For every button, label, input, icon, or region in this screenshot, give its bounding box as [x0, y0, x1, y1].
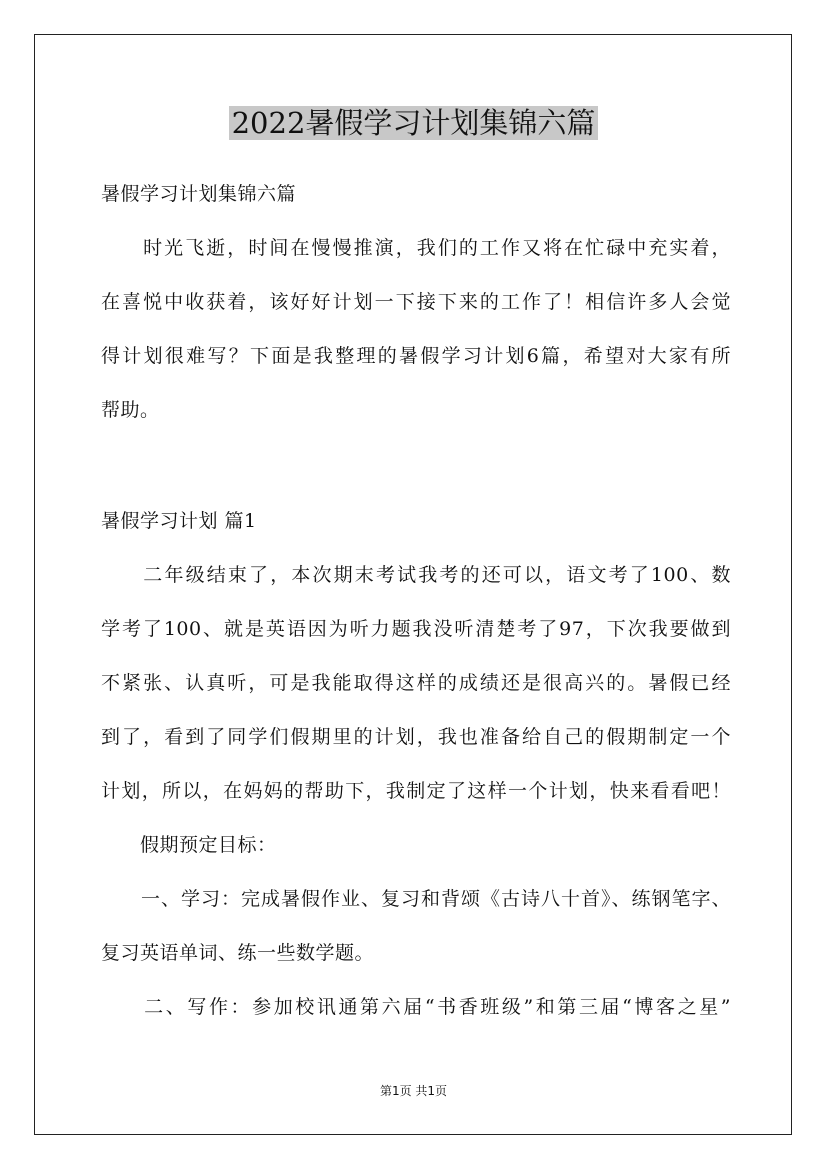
- section-heading: 暑假学习计划集锦六篇: [101, 183, 297, 205]
- paragraph-line: 在喜悦中收获着，该好好计划一下接下来的工作了！相信许多人会觉: [101, 291, 731, 313]
- page-footer: 第1页 共1页: [379, 1084, 448, 1098]
- paragraph-line: 不紧张、认真听，可是我能取得这样的成绩还是很高兴的。暑假已经: [101, 672, 731, 694]
- document-title-text: 2022暑假学习计划集锦六篇: [229, 106, 599, 140]
- paragraph-line: 到了，看到了同学们假期里的计划，我也准备给自己的假期制定一个: [101, 726, 731, 748]
- document-title: [0, 100, 827, 146]
- paragraph-line: 二年级结束了，本次期末考试我考的还可以，语文考了100、数: [101, 564, 731, 586]
- paragraph-line: 假期预定目标：: [101, 834, 277, 856]
- paragraph-line: 学考了100、就是英语因为听力题我没听清楚考了97，下次我要做到: [101, 618, 731, 640]
- paragraph-line: 复习英语单词、练一些数学题。: [101, 942, 375, 964]
- paragraph-line: 时光飞逝，时间在慢慢推演，我们的工作又将在忙碌中充实着，: [101, 237, 731, 259]
- paragraph-line: 计划，所以，在妈妈的帮助下，我制定了这样一个计划，快来看看吧！: [101, 780, 731, 802]
- paragraph-line: 一、学习：完成暑假作业、复习和背颂《古诗八十首》、练钢笔字、: [101, 888, 731, 910]
- paragraph-line: 二、写作：参加校讯通第六届“书香班级”和第三届“博客之星”: [101, 996, 731, 1018]
- section-heading: 暑假学习计划 篇1: [101, 510, 257, 532]
- paragraph-line: 得计划很难写？下面是我整理的暑假学习计划6篇，希望对大家有所: [101, 345, 731, 367]
- paragraph-line: 帮助。: [101, 399, 160, 421]
